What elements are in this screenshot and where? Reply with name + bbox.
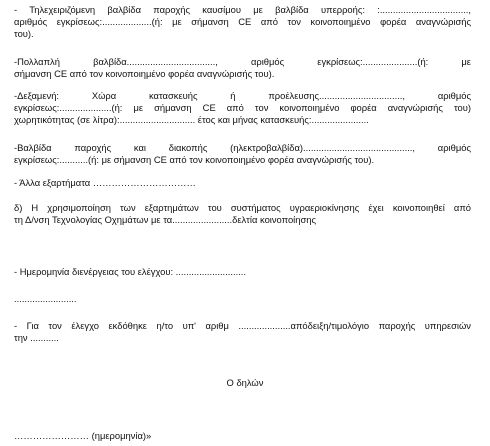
supply-shutoff-valve-paragraph: [14, 142, 471, 166]
paragraph-line: - Τηλεχειριζόμενη βαλβίδα παροχής καυσίμου με βαλβίδα υπερροής: :..................................,: [14, 4, 471, 15]
paragraph-line: τη Δ/νση Τεχνολογίας Οχημάτων με τα.......................δελτία κοινοποίησης: [14, 214, 316, 225]
paragraph-line: -Δεξαμενή: Χώρα κατασκευής ή προέλευσης................................, αριθμός: [14, 90, 471, 101]
paragraph-line: - Άλλα εξαρτήματα ……………………………: [14, 177, 196, 188]
multivalve-paragraph: [14, 56, 471, 80]
electronic-valve-paragraph: [14, 4, 471, 40]
paragraph-line: αριθμός εγκρίσεως:...................(ή: με σήμανση CE από τον κοινοποιημένο φορέα αναγνώρισής: [14, 16, 471, 27]
paragraph-line: εγκρίσεως:....................(ή: με σήμανση CE από τον κοινοποιημένο φορέα αναγνώρισής του): [14, 102, 471, 113]
notification-paragraph: [14, 202, 471, 226]
paragraph-line: σήμανση CE από τον κοινοποιημένο φορέα αναγνώρισής του).: [14, 68, 275, 79]
date-line: …………………… (ημερομηνία)»: [14, 430, 152, 441]
paragraph-line: εγκρίσεως:...........(ή: με σήμανση CE από τον κοινοποιημένο φορέα αναγνώρισής του).: [14, 154, 375, 165]
receipt-paragraph: [14, 320, 471, 344]
inspection-date-paragraph: [14, 266, 471, 278]
paragraph-line: την ...........: [14, 332, 59, 343]
paragraph-line: χωρητικότητας (σε λίτρα):............................. έτος και μήνας κατασκευής:......................: [14, 114, 369, 125]
declarant-label: Ο δηλών: [226, 377, 264, 388]
paragraph-line: δ) Η χρησιμοποίηση των εξαρτημάτων του συστήματος υγραεριοκίνησης έχει κοινοποιηθεί από: [14, 202, 471, 213]
other-parts-paragraph: [14, 177, 471, 189]
paragraph-line: ........................: [14, 293, 77, 304]
paragraph-line: - Ημερομηνία διενέργειας του ελέγχου: ...........................: [14, 266, 247, 277]
tank-paragraph: [14, 90, 471, 126]
paragraph-line: -Πολλαπλή βαλβίδα.................................., αριθμός εγκρίσεως:.....................(ή: με: [14, 56, 471, 67]
paragraph-line: - Για τον έλεγχο εκδόθηκε η/το υπ' αριθμ ....................απόδειξη/τιμολόγιο παροχής υπηρεσιών: [14, 320, 471, 331]
paragraph-line: -Βαλβίδα παροχής και διακοπής (ηλεκτροβαλβίδα).........................................., αριθμός: [14, 142, 471, 153]
blank-line-paragraph: [14, 293, 471, 305]
paragraph-line: του).: [14, 28, 34, 39]
